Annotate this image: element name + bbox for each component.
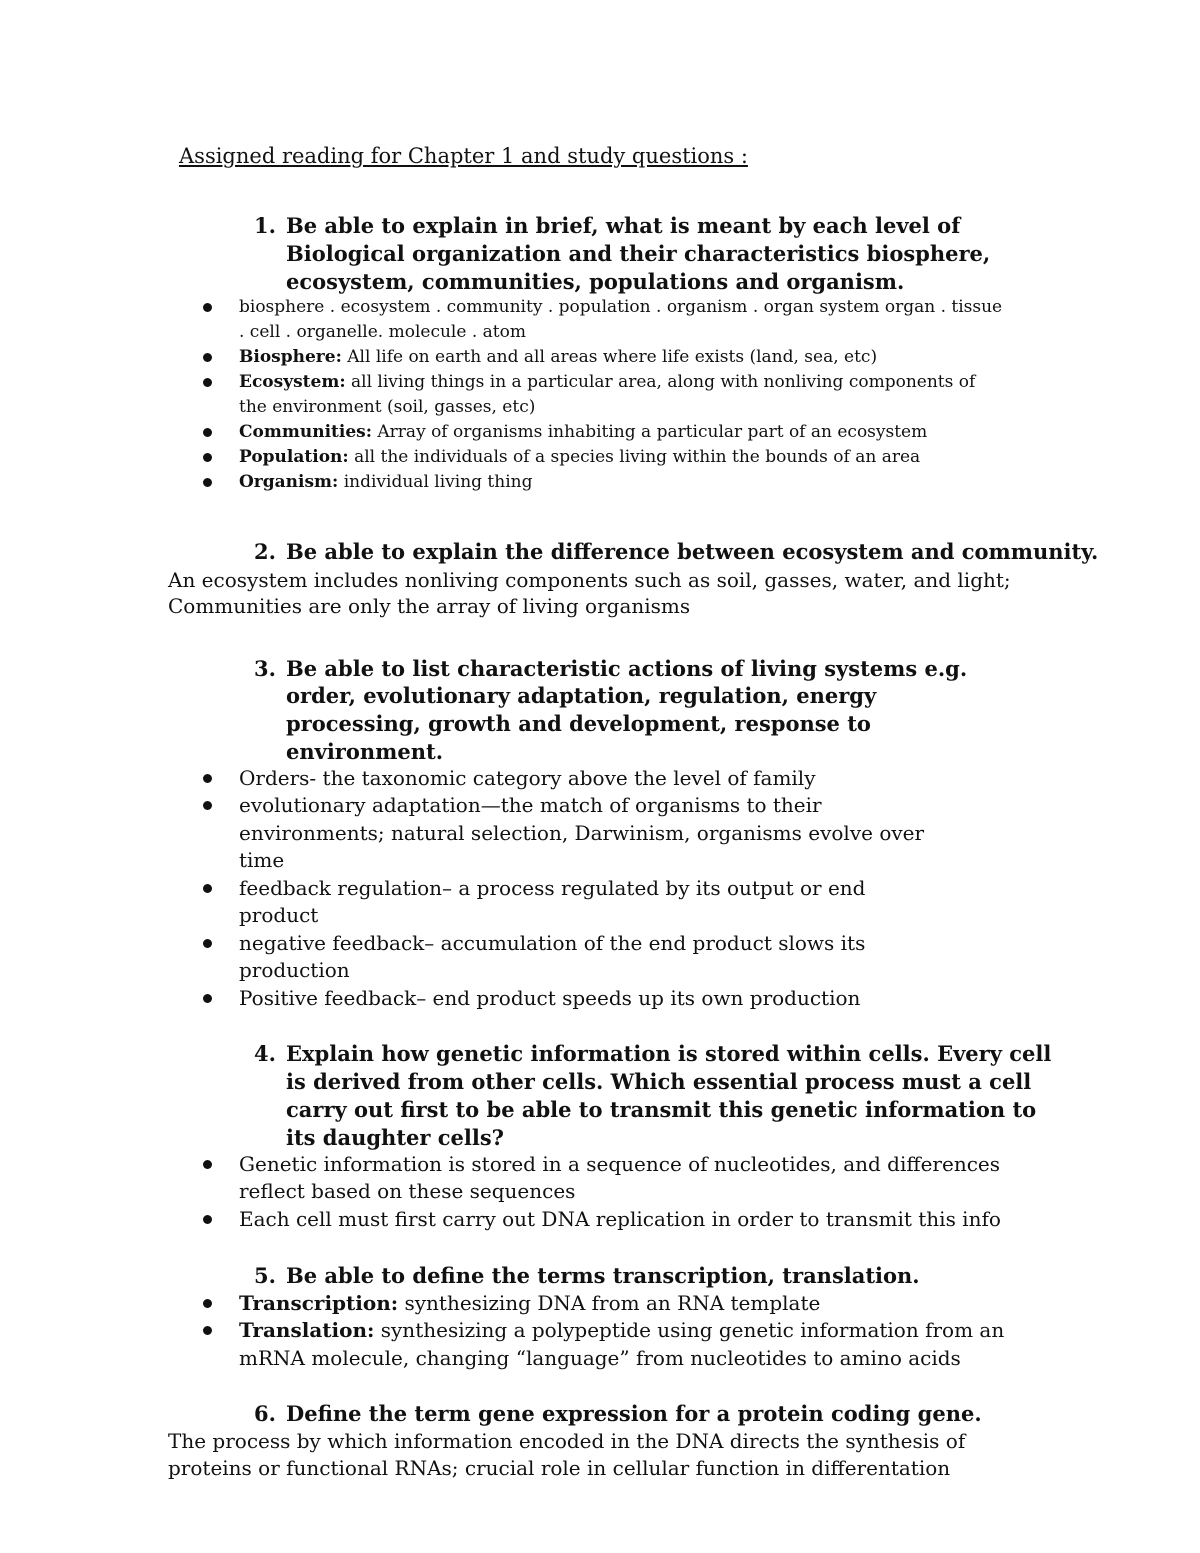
q6-answer-2: proteins or functional RNAs; crucial role in cellular function in differentation xyxy=(168,1456,951,1480)
q3-bullet-5: Positive feedback– end product speeds up its own production xyxy=(239,986,861,1010)
q3-line-4: environment. xyxy=(286,739,444,764)
q3-bullet-2-cont-2: time xyxy=(239,848,285,872)
bullet-icon xyxy=(203,453,212,462)
bullet-icon xyxy=(203,1299,212,1308)
bullet-icon xyxy=(203,994,212,1003)
q2-number: 2. xyxy=(254,539,276,564)
q3-bullet-2: evolutionary adaptation—the match of organisms to their xyxy=(239,793,822,817)
q4-bullet-1-cont: reflect based on these sequences xyxy=(239,1179,576,1203)
q1-line-3: ecosystem, communities, populations and organism. xyxy=(286,269,905,294)
bullet-icon xyxy=(203,353,212,362)
bullet-icon xyxy=(203,1326,212,1335)
bullet-icon xyxy=(203,801,212,810)
q4-line-1: Explain how genetic information is stored within cells. Every cell xyxy=(286,1041,1052,1066)
bullet-icon xyxy=(203,478,212,487)
term-organism: Organism: xyxy=(239,472,339,492)
bullet-icon xyxy=(203,884,212,893)
q3-line-2: order, evolutionary adaptation, regulation, energy xyxy=(286,683,877,708)
q3-bullet-1: Orders- the taxonomic category above the level of family xyxy=(239,766,816,790)
term-biosphere: Biosphere: xyxy=(239,347,342,367)
q6-number: 6. xyxy=(254,1401,276,1426)
q1-line-2: Biological organization and their characteristics biosphere, xyxy=(286,241,991,266)
bullet-icon xyxy=(203,939,212,948)
q1-bullet-6: Organism: individual living thing xyxy=(239,472,533,492)
q3-bullet-3: feedback regulation– a process regulated by its output or end xyxy=(239,876,866,900)
q4-bullet-2: Each cell must first carry out DNA replication in order to transmit this info xyxy=(239,1207,1001,1231)
q5-bullet-1: Transcription: synthesizing DNA from an RNA template xyxy=(239,1291,821,1315)
bullet-icon xyxy=(203,378,212,387)
q1-line-1: Be able to explain in brief, what is meant by each level of xyxy=(286,213,961,238)
bullet-icon xyxy=(203,303,212,312)
q3-bullet-4: negative feedback– accumulation of the end product slows its xyxy=(239,931,866,955)
q1-bullet-3-cont: the environment (soil, gasses, etc) xyxy=(239,397,536,417)
q1-number: 1. xyxy=(254,213,276,238)
q3-bullet-2-cont-1: environments; natural selection, Darwinism, organisms evolve over xyxy=(239,821,925,845)
q4-number: 4. xyxy=(254,1041,276,1066)
q3-number: 3. xyxy=(254,656,276,681)
term-ecosystem: Ecosystem: xyxy=(239,372,346,392)
bullet-icon xyxy=(203,428,212,437)
q2-answer-2: Communities are only the array of living organisms xyxy=(168,594,691,618)
q6-line: Define the term gene expression for a protein coding gene. xyxy=(286,1401,982,1426)
q5-line: Be able to define the terms transcription, translation. xyxy=(286,1263,920,1288)
term-population: Population: xyxy=(239,447,349,467)
term-translation: Translation: xyxy=(239,1318,375,1342)
term-transcription: Transcription: xyxy=(239,1291,399,1315)
bullet-icon xyxy=(203,774,212,783)
page-title: Assigned reading for Chapter 1 and study questions : xyxy=(179,144,748,168)
bullet-icon xyxy=(203,1160,212,1169)
q5-bullet-2: Translation: synthesizing a polypeptide using genetic information from an xyxy=(239,1318,1005,1342)
q1-bullet-1-cont: . cell . organelle. molecule . atom xyxy=(239,322,526,342)
q1-bullet-5: Population: all the individuals of a species living within the bounds of an area xyxy=(239,447,921,467)
q3-line-3: processing, growth and development, response to xyxy=(286,711,871,736)
q3-bullet-3-cont: product xyxy=(239,903,319,927)
q1-bullet-2: Biosphere: All life on earth and all areas where life exists (land, sea, etc) xyxy=(239,347,878,367)
q4-line-2: is derived from other cells. Which essential process must a cell xyxy=(286,1069,1032,1094)
bullet-icon xyxy=(203,1215,212,1224)
q5-number: 5. xyxy=(254,1263,276,1288)
q4-line-4: its daughter cells? xyxy=(286,1125,504,1150)
q3-line-1: Be able to list characteristic actions of living systems e.g. xyxy=(286,656,968,681)
q1-bullet-3: Ecosystem: all living things in a particular area, along with nonliving components of xyxy=(239,372,976,392)
q2-answer-1: An ecosystem includes nonliving components such as soil, gasses, water, and light; xyxy=(168,568,1011,592)
term-communities: Communities: xyxy=(239,422,372,442)
q1-bullet-4: Communities: Array of organisms inhabiting a particular part of an ecosystem xyxy=(239,422,928,442)
q6-answer-1: The process by which information encoded in the DNA directs the synthesis of xyxy=(168,1429,966,1453)
q4-line-3: carry out first to be able to transmit this genetic information to xyxy=(286,1097,1037,1122)
q4-bullet-1: Genetic information is stored in a sequence of nucleotides, and differences xyxy=(239,1152,1001,1176)
q1-bullet-1: biosphere . ecosystem . community . population . organism . organ system organ . tissue xyxy=(239,297,1003,317)
q2-line: Be able to explain the difference between ecosystem and community. xyxy=(286,539,1099,564)
q5-bullet-2-cont: mRNA molecule, changing “language” from nucleotides to amino acids xyxy=(239,1346,961,1370)
q3-bullet-4-cont: production xyxy=(239,958,350,982)
